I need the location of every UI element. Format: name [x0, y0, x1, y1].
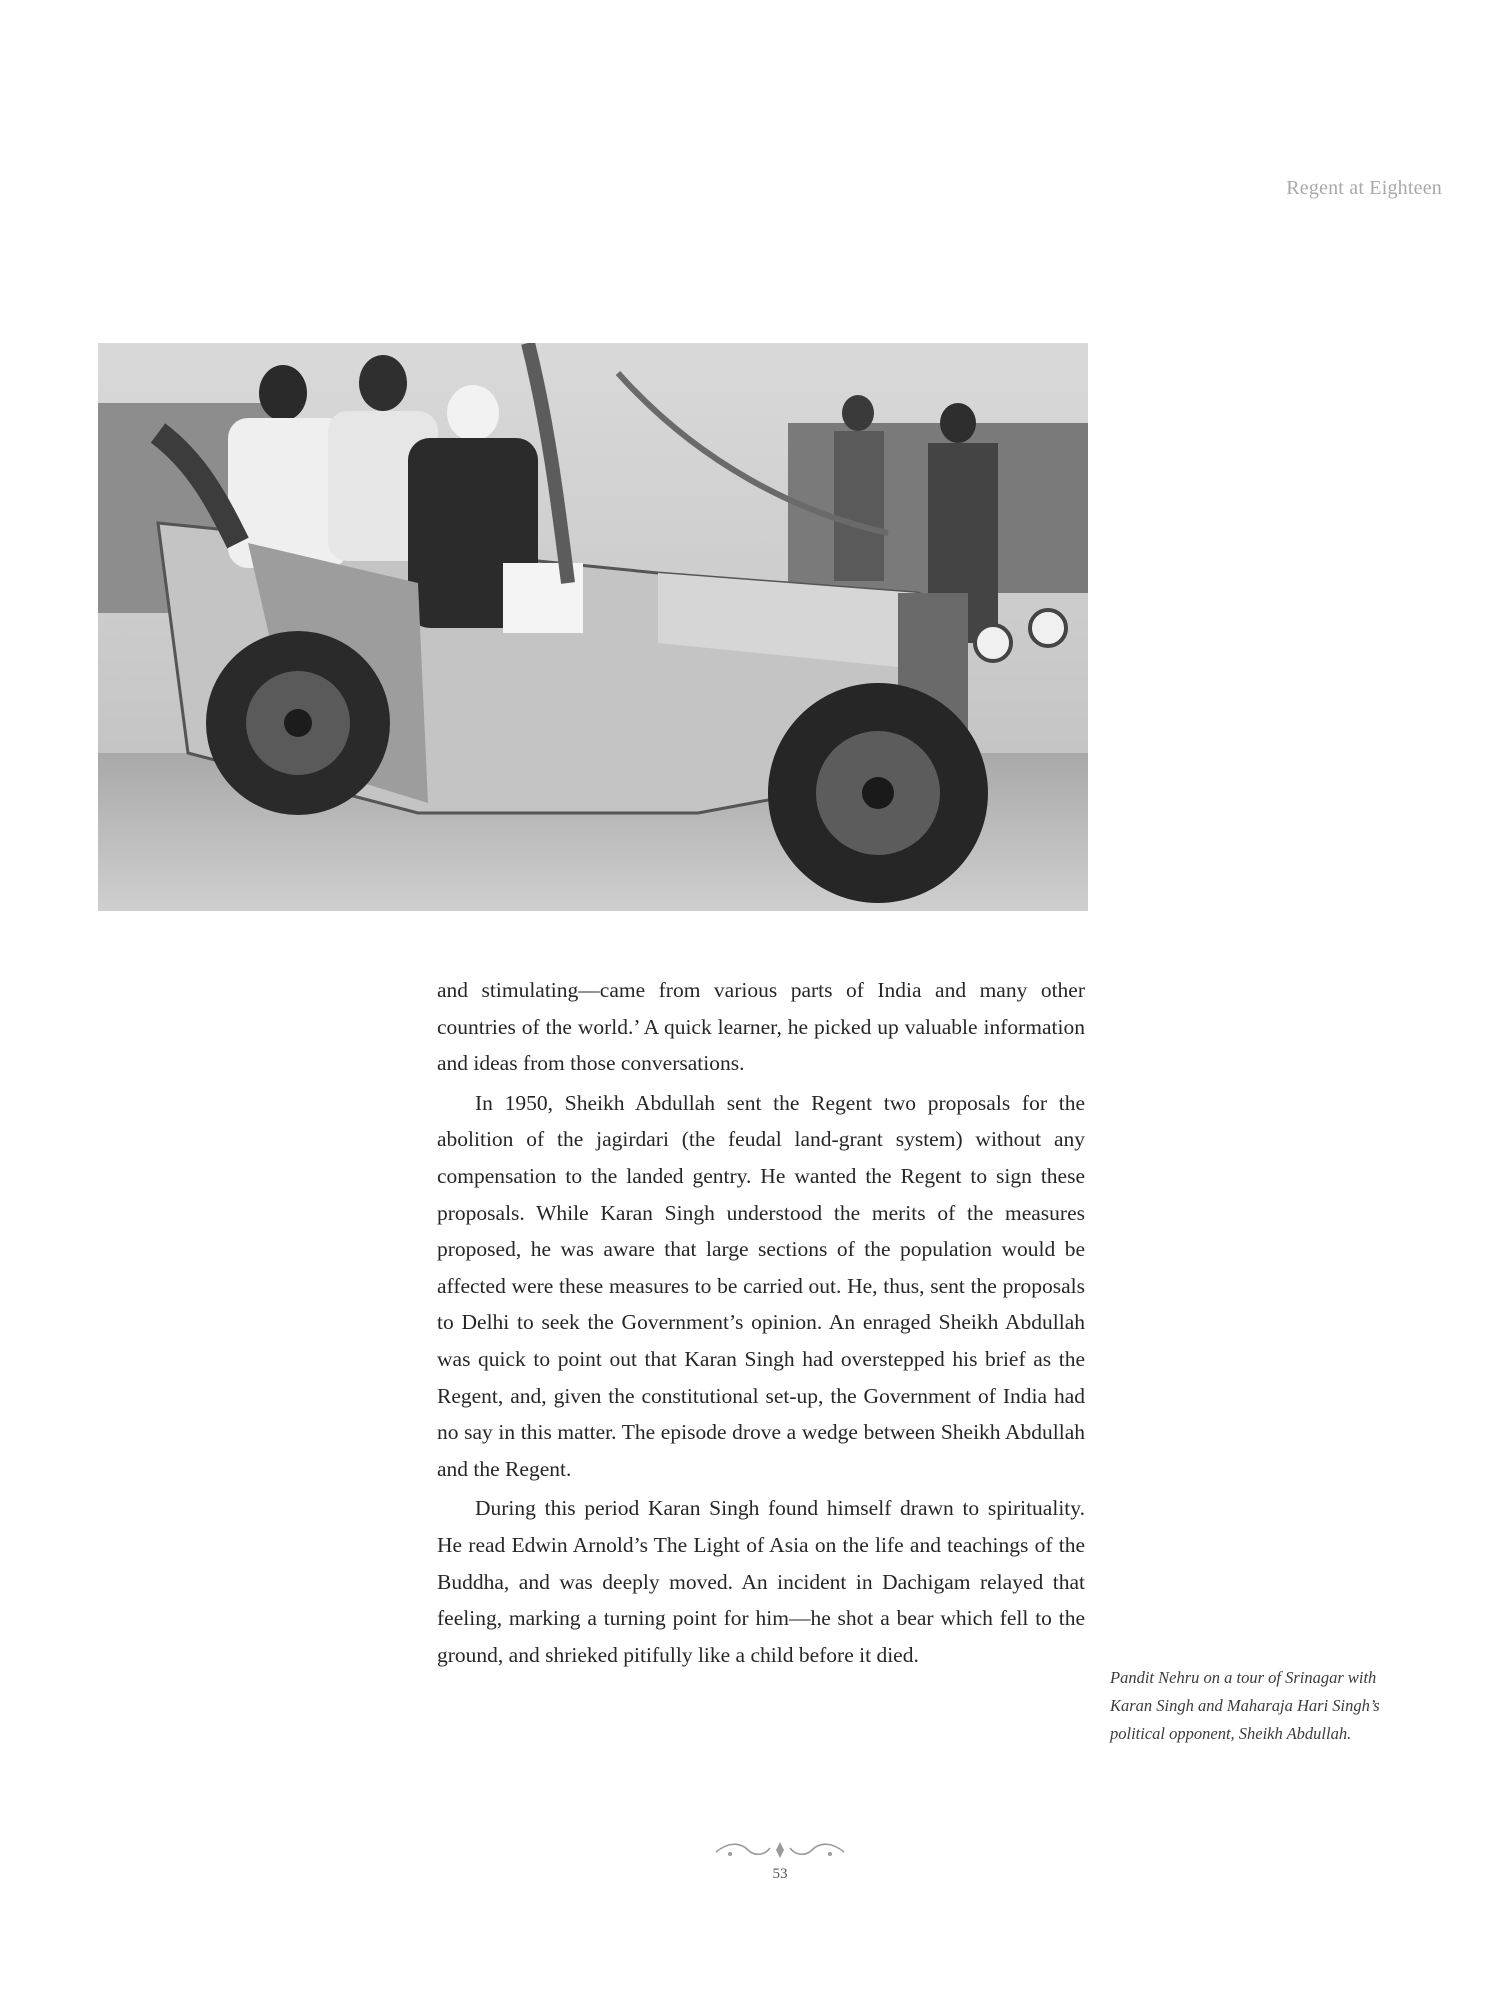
jeep-photograph [98, 343, 1088, 911]
paragraph: During this period Karan Singh found himself drawn to spirituality. He read Edwin Arnold’s The Light of Asia on the life and teachings of the Buddha, and was deeply moved. An incident in Dachigam relayed that feeling, marking a turning point for him—he shot a bear which fell to the ground, and shrieked pitifully like a child before it died. [437, 1496, 1085, 1667]
paragraph: and stimulating—came from various parts of India and many other countries of the world.’ A quick learner, he picked up valuable information and ideas from those conversations. [437, 978, 1085, 1076]
body-text [437, 972, 1085, 1673]
flourish-ornament-icon [710, 1838, 850, 1864]
photograph-icon [98, 343, 1088, 911]
page-number: 53 [772, 1866, 788, 1882]
photo-caption: Pandit Nehru on a tour of Srinagar with Karan Singh and Maharaja Hari Singh’s political opponent, Sheikh Abdullah. [1110, 1668, 1380, 1743]
paragraph: In 1950, Sheikh Abdullah sent the Regent two proposals for the abolition of the jagirdari (the feudal land-grant system) without any compensation to the landed gentry. He wanted the Regent to sign these proposals. While Karan Singh understood the merits of the measures proposed, he was aware that large sections of the population would be affected were these measures to be carried out. He, thus, sent the proposals to Delhi to seek the Government’s opinion. An enraged Sheikh Abdullah was quick to point out that Karan Singh had overstepped his brief as the Regent, and, given the constitutional set-up, the Government of India had no say in this matter. The episode drove a wedge between Sheikh Abdullah and the Regent. [437, 1090, 1085, 1481]
running-head: Regent at Eighteen [1286, 177, 1442, 199]
